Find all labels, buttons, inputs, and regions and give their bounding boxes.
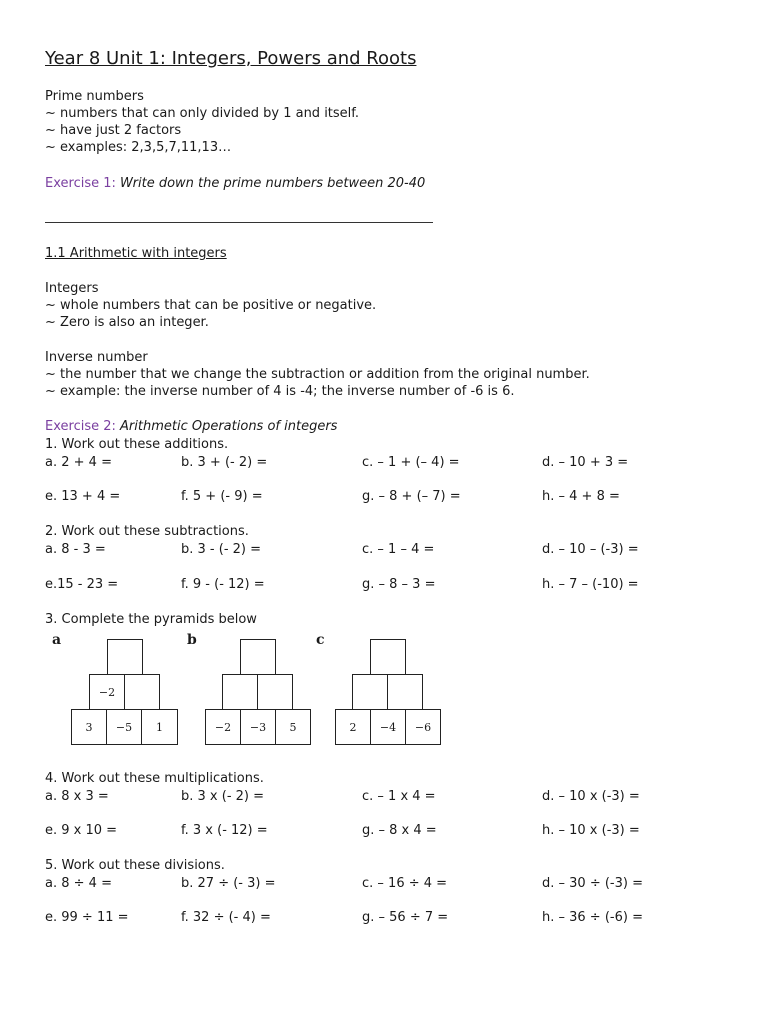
q4-item-c: c. – 1 x 4 = [362, 789, 436, 804]
inverse-heading: Inverse number [45, 350, 148, 365]
q1-item-h: h. – 4 + 8 = [542, 489, 620, 504]
pyramid-a-middle-cell-1: −2 [89, 674, 125, 710]
q2-item-b: b. 3 - (- 2) = [181, 542, 262, 557]
pyramid-c-middle-cell-1 [352, 674, 388, 710]
q2-item-a: a. 8 - 3 = [45, 542, 106, 557]
exercise-2-text: Arithmetic Operations of integers [115, 419, 338, 434]
pyramid-b-middle-cell-2 [257, 674, 293, 710]
pyramid-b-middle-cell-1 [222, 674, 258, 710]
pyramid-c-letter: c [316, 632, 325, 648]
pyramid-c-middle-cell-2 [387, 674, 423, 710]
q4-item-g: g. – 8 x 4 = [362, 823, 437, 838]
exercise-1-label: Exercise 1: [45, 176, 116, 191]
q5-item-e: e. 99 ÷ 11 = [45, 910, 129, 925]
page-title: Year 8 Unit 1: Integers, Powers and Roots [45, 48, 417, 69]
q5-item-g: g. – 56 ÷ 7 = [362, 910, 449, 925]
exercise-2-label: Exercise 2: [45, 419, 116, 434]
q1-item-f: f. 5 + (- 9) = [181, 489, 263, 504]
q4-item-h: h. – 10 x (-3) = [542, 823, 640, 838]
q4-item-b: b. 3 x (- 2) = [181, 789, 265, 804]
q1-heading: 1. Work out these additions. [45, 437, 229, 452]
q2-item-d: d. – 10 – (-3) = [542, 542, 639, 557]
q4-row-1 [45, 788, 765, 805]
q1-item-c: c. – 1 + (– 4) = [362, 455, 460, 470]
prime-heading: Prime numbers [45, 89, 144, 104]
pyramid-b-top-cell [240, 639, 276, 675]
q4-item-a: a. 8 x 3 = [45, 789, 109, 804]
pyramid-c-top-cell [370, 639, 406, 675]
exercise-1 [45, 175, 425, 192]
pyramid-a-bottom-cell-1: 3 [71, 709, 107, 745]
pyramid-a-top-cell [107, 639, 143, 675]
integers-line-1: ~ whole numbers that can be positive or negative. [45, 298, 377, 313]
pyramid-c-bottom-cell-3: −6 [405, 709, 441, 745]
pyramid-c-bottom-cell-2: −4 [370, 709, 406, 745]
q4-item-e: e. 9 x 10 = [45, 823, 118, 838]
q1-item-a: a. 2 + 4 = [45, 455, 112, 470]
q2-heading: 2. Work out these subtractions. [45, 524, 249, 539]
q4-heading: 4. Work out these multiplications. [45, 771, 264, 786]
q5-item-b: b. 27 ÷ (- 3) = [181, 876, 276, 891]
q1-item-b: b. 3 + (- 2) = [181, 455, 268, 470]
prime-line-2: ~ have just 2 factors [45, 123, 182, 138]
prime-line-3: ~ examples: 2,3,5,7,11,13… [45, 140, 232, 155]
pyramid-b-letter: b [187, 632, 197, 648]
q5-item-a: a. 8 ÷ 4 = [45, 876, 112, 891]
inverse-line-1: ~ the number that we change the subtraction or addition from the original number. [45, 367, 590, 382]
pyramid-a-bottom-cell-2: −5 [106, 709, 142, 745]
pyramid-b-bottom-cell-1: −2 [205, 709, 241, 745]
q1-item-d: d. – 10 + 3 = [542, 455, 629, 470]
exercise-2 [45, 418, 337, 435]
q5-heading: 5. Work out these divisions. [45, 858, 225, 873]
prime-line-1: ~ numbers that can only divided by 1 and itself. [45, 106, 360, 121]
q4-item-f: f. 3 x (- 12) = [181, 823, 268, 838]
pyramid-b-bottom-cell-3: 5 [275, 709, 311, 745]
pyramid-b-bottom-cell-2: −3 [240, 709, 276, 745]
q4-item-d: d. – 10 x (-3) = [542, 789, 640, 804]
q2-item-c: c. – 1 – 4 = [362, 542, 435, 557]
q2-item-f: f. 9 - (- 12) = [181, 577, 265, 592]
q4-row-2 [45, 822, 765, 839]
q5-row-1 [45, 875, 765, 892]
pyramid-a-letter: a [52, 632, 62, 648]
q5-item-h: h. – 36 ÷ (-6) = [542, 910, 643, 925]
q2-item-e: e.15 - 23 = [45, 577, 119, 592]
answer-line [45, 222, 433, 223]
q5-item-f: f. 32 ÷ (- 4) = [181, 910, 271, 925]
q1-row-1 [45, 454, 765, 471]
q5-item-c: c. – 16 ÷ 4 = [362, 876, 448, 891]
exercise-1-text: Write down the prime numbers between 20-40 [115, 176, 426, 191]
pyramid-a-middle-cell-2 [124, 674, 160, 710]
q2-item-g: g. – 8 – 3 = [362, 577, 436, 592]
q1-item-g: g. – 8 + (– 7) = [362, 489, 461, 504]
q5-item-d: d. – 30 ÷ (-3) = [542, 876, 643, 891]
q2-row-2 [45, 576, 765, 593]
q2-item-h: h. – 7 – (-10) = [542, 577, 639, 592]
integers-line-2: ~ Zero is also an integer. [45, 315, 209, 330]
integers-heading: Integers [45, 281, 99, 296]
section-heading-1-1: 1.1 Arithmetic with integers [45, 246, 227, 261]
inverse-line-2: ~ example: the inverse number of 4 is -4; the inverse number of -6 is 6. [45, 384, 515, 399]
q3-heading: 3. Complete the pyramids below [45, 612, 257, 627]
q2-row-1 [45, 541, 765, 558]
pyramid-c-bottom-cell-1: 2 [335, 709, 371, 745]
q1-item-e: e. 13 + 4 = [45, 489, 121, 504]
pyramid-a-bottom-cell-3: 1 [141, 709, 178, 745]
q1-row-2 [45, 488, 765, 505]
q5-row-2 [45, 909, 765, 926]
